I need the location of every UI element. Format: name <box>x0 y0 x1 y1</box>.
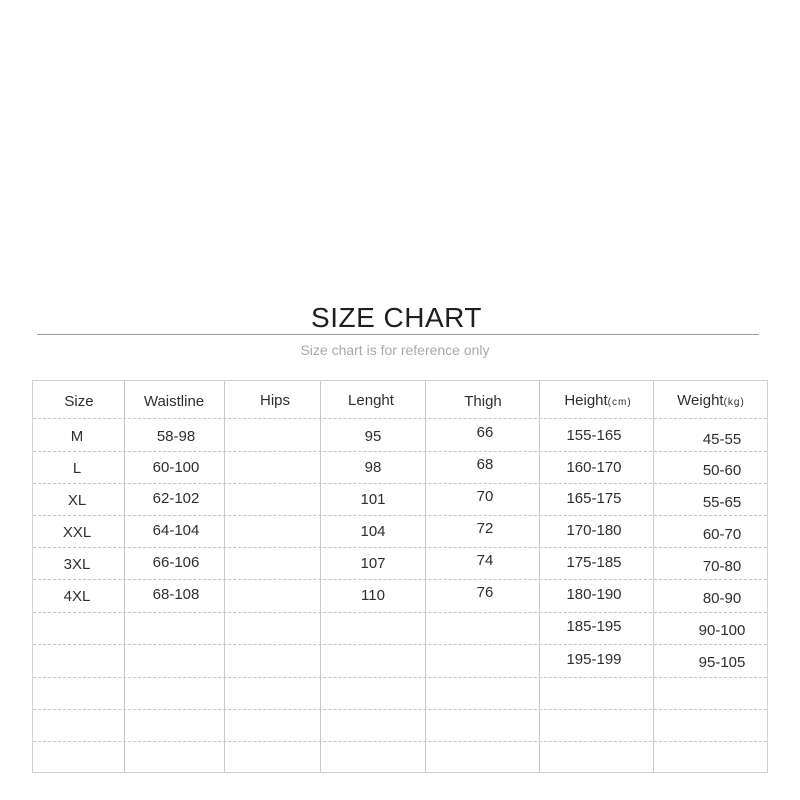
row-divider <box>33 612 767 613</box>
row-divider <box>33 644 767 645</box>
cell-length: 107 <box>360 555 386 572</box>
header-height <box>564 392 631 412</box>
header-height-label: Height <box>564 392 608 409</box>
cell-height: 185-195 <box>566 618 622 635</box>
cell-weight: 80-90 <box>702 590 742 607</box>
column-divider <box>539 381 540 772</box>
size-chart-table <box>32 380 768 773</box>
header-length: Lenght <box>348 392 394 409</box>
cell-waistline: 68-108 <box>152 586 200 603</box>
column-divider <box>320 381 321 772</box>
cell-weight: 55-65 <box>702 494 742 511</box>
title-divider <box>37 334 759 335</box>
header-size: Size <box>64 393 94 410</box>
cell-size: XXL <box>62 524 92 541</box>
row-divider <box>33 515 767 516</box>
row-divider <box>33 451 767 452</box>
cell-thigh: 68 <box>476 456 494 473</box>
cell-weight: 50-60 <box>702 462 742 479</box>
cell-height: 180-190 <box>566 586 622 603</box>
cell-height: 195-199 <box>566 651 622 668</box>
cell-size: M <box>70 428 84 445</box>
cell-waistline: 62-102 <box>152 490 200 507</box>
column-divider <box>653 381 654 772</box>
cell-weight: 70-80 <box>702 558 742 575</box>
cell-height: 165-175 <box>566 490 622 507</box>
row-divider <box>33 579 767 580</box>
header-height-unit: (cm) <box>607 397 632 408</box>
row-divider <box>33 547 767 548</box>
cell-waistline: 66-106 <box>152 554 200 571</box>
cell-size: 4XL <box>63 588 91 605</box>
row-divider <box>33 677 767 678</box>
row-divider <box>33 741 767 742</box>
cell-thigh: 66 <box>476 424 494 441</box>
cell-weight: 95-105 <box>698 654 746 671</box>
cell-size: L <box>72 460 82 477</box>
page-subtitle: Size chart is for reference only <box>300 342 490 358</box>
cell-waistline: 60-100 <box>152 459 200 476</box>
cell-length: 110 <box>361 587 385 604</box>
header-thigh: Thigh <box>464 393 502 410</box>
cell-length: 101 <box>360 491 386 508</box>
cell-length: 95 <box>364 428 382 445</box>
row-divider <box>33 483 767 484</box>
column-divider <box>425 381 426 772</box>
header-hips: Hips <box>259 392 291 409</box>
header-weight <box>677 392 745 412</box>
cell-height: 155-165 <box>566 427 622 444</box>
cell-height: 175-185 <box>566 554 622 571</box>
cell-size: XL <box>67 492 87 509</box>
cell-length: 104 <box>360 523 386 540</box>
cell-weight: 45-55 <box>702 431 742 448</box>
row-divider <box>33 418 767 419</box>
cell-thigh: 76 <box>476 584 494 601</box>
cell-thigh: 70 <box>476 488 494 505</box>
cell-weight: 60-70 <box>702 526 742 543</box>
cell-size: 3XL <box>63 556 91 573</box>
cell-height: 160-170 <box>566 459 622 476</box>
cell-waistline: 64-104 <box>152 522 200 539</box>
cell-weight: 90-100 <box>698 622 746 639</box>
header-weight-label: Weight <box>677 392 724 409</box>
column-divider <box>124 381 125 772</box>
cell-waistline: 58-98 <box>156 428 196 445</box>
cell-height: 170-180 <box>566 522 622 539</box>
column-divider <box>224 381 225 772</box>
cell-thigh: 72 <box>476 520 494 537</box>
row-divider <box>33 709 767 710</box>
cell-thigh: 74 <box>476 552 494 569</box>
page-title: SIZE CHART <box>311 302 482 333</box>
header-waistline: Waistline <box>143 393 205 410</box>
cell-length: 98 <box>364 459 382 476</box>
header-weight-unit: (kg) <box>723 397 745 408</box>
